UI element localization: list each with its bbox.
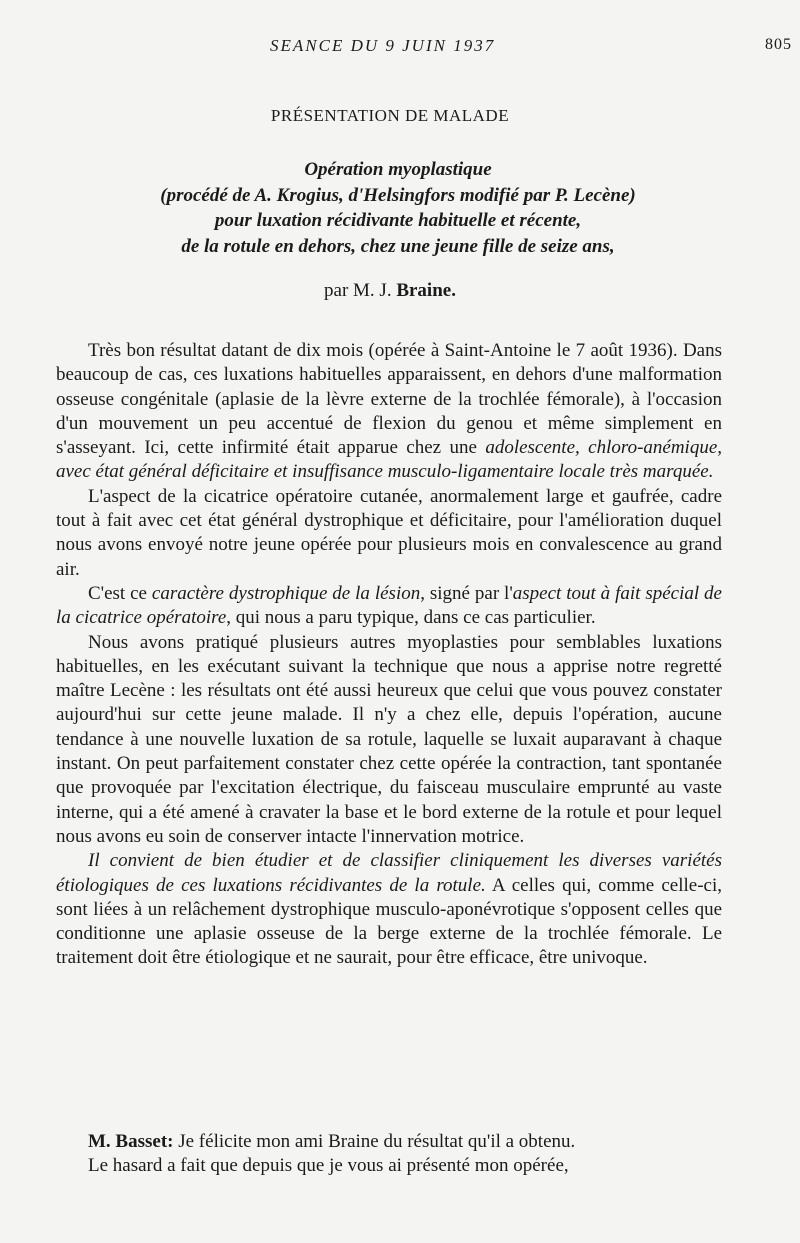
speaker-name: M. Basset: bbox=[88, 1131, 174, 1152]
paragraph-text: C'est ce bbox=[88, 582, 152, 604]
operation-title bbox=[50, 157, 746, 259]
discussion-paragraph bbox=[56, 1130, 722, 1154]
paragraph bbox=[56, 339, 722, 485]
operation-title-line: Opération myoplastique bbox=[304, 159, 492, 180]
paragraph-text: , signé par l' bbox=[420, 582, 513, 604]
paragraph bbox=[56, 582, 722, 631]
running-head bbox=[0, 36, 800, 56]
operation-title-line: de la rotule en dehors, chez une jeune fille de seize ans, bbox=[181, 235, 615, 257]
discussion-paragraph: Le hasard a fait que depuis que je vous ai présenté mon opérée, bbox=[88, 1155, 569, 1177]
paragraph-italic-text: caractère dystrophique de la lésion bbox=[151, 582, 421, 604]
running-title: SEANCE DU 9 JUIN 1937 bbox=[270, 36, 496, 55]
operation-title-line: pour luxation récidivante habituelle et récente, bbox=[214, 210, 582, 231]
paragraph-italic-text: adolescente, chloro-anémique, avec état général déficitaire et insuffisance musculo-ligamentaire locale très marquée. bbox=[56, 437, 723, 483]
paragraph: L'aspect de la cicatrice opératoire cutanée, anormalement large et gaufrée, cadre tout à fait avec cet état général dystrophique et déficitaire, pour l'amélioration duquel nous avons envoyé notre jeune opérée pour plusieurs mois en convalescence au grand air. bbox=[56, 485, 722, 580]
discussion bbox=[56, 1130, 722, 1179]
section-title: PRÉSENTATION DE MALADE bbox=[270, 106, 510, 125]
byline-prefix: par M. J. bbox=[324, 280, 392, 301]
speech-text: Je félicite mon ami Braine du résultat qu'il a obtenu. bbox=[173, 1131, 576, 1152]
operation-title-line: (procédé de A. Krogius, d'Helsingfors modifié par P. Lecène) bbox=[160, 184, 636, 206]
article-body bbox=[56, 339, 722, 971]
page-number: 805 bbox=[765, 36, 792, 53]
paragraph-italic-text: aspect tout à fait spécial de la cicatrice opératoire bbox=[56, 582, 722, 629]
paragraph-text: Très bon résultat datant de dix mois (opérée à Saint-Antoine le 7 août 1936). Dans beaucoup de cas, ces luxations habituelles apparaissent, en dehors d'une malformation osseuse congénitale (aplasie de la lèvre externe de la trochlée fémorale), à l'occasion d'un mouvement un peu accentué de flexion du genou et même simplement en s'asseyant. Ici, cette infirmité était apparue chez une bbox=[56, 340, 722, 459]
paragraph: Nous avons pratiqué plusieurs autres myoplasties pour semblables luxations habituelles, en les exécutant suivant la technique que nous a apprise notre regretté maître Lecène : les résultats ont été aussi heureux que celui que vous pouvez constater aujourd'hui sur cette jeune malade. Il n'y a chez elle, depuis l'opération, aucune tendance à une nouvelle luxation de sa rotule, laquelle se luxait auparavant à chaque instant. On peut parfaitement constater chez cette opérée la contraction, tant spontanée que provoquée par l'excitation électrique, du faisceau musculaire emprunté au vaste interne, qui a été amené à cravater la base et le bord externe de la rotule et pour lequel nous avons eu soin de conserver intacte l'innervation motrice. bbox=[56, 631, 722, 847]
paragraph-text: , qui nous a paru typique, dans ce cas particulier. bbox=[226, 607, 596, 629]
paragraph-text: A celles qui, comme celle-ci, sont liées à un relâchement dystrophique musculo-aponévrotique s'opposent celles que conditionne une aplasie osseuse de la berge externe de la trochlée fémorale. Le traitement doit être étiologique et ne saurait, pour être efficace, être univoque. bbox=[56, 874, 722, 969]
paragraph-italic-text: Il convient de bien étudier et de classifier cliniquement les diverses variétés étiologiques de ces luxations récidivantes de la rotule. bbox=[56, 850, 722, 896]
byline-author: Braine. bbox=[396, 280, 456, 301]
paragraph bbox=[56, 849, 722, 970]
byline bbox=[0, 280, 780, 302]
